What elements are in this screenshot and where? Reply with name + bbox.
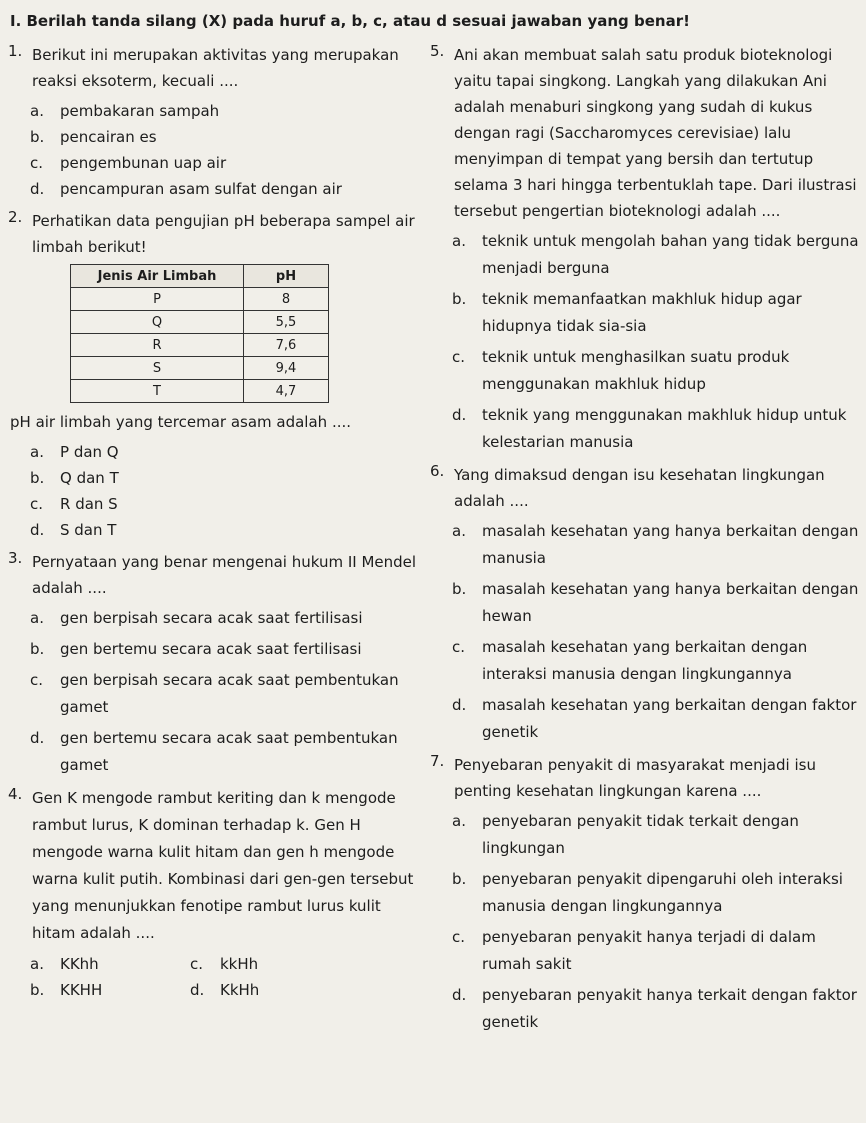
option-b[interactable]: b. masalah kesehatan yang hanya berkaitan dengan hewan	[452, 580, 859, 625]
table-row: P 8	[71, 288, 329, 311]
table-row: T 4,7	[71, 380, 329, 403]
question-number: 2.	[8, 208, 23, 226]
option-a[interactable]: a. P dan Q	[30, 443, 119, 461]
question-4-options	[30, 951, 428, 1003]
table-row: Q 5,5	[71, 311, 329, 334]
option-c[interactable]: c. penyebaran penyakit hanya terjadi di dalam rumah sakit	[452, 928, 816, 973]
question-text: Gen K mengode rambut keriting dan k mengode rambut lurus, K dominan terhadap k. Gen H mengode warna kulit hitam dan gen h mengode warna kulit putih. Kombinasi dari gen-gen tersebut yang menunjukkan fenotipe rambut lurus kulit hitam adalah ....	[32, 789, 414, 942]
question-2-prompt: pH air limbah yang tercemar asam adalah ....	[10, 413, 352, 431]
option-c[interactable]: c. pengembunan uap air	[30, 154, 227, 172]
option-a[interactable]: a. gen berpisah secara acak saat fertilisasi	[30, 609, 363, 627]
question-text: Perhatikan data pengujian pH beberapa sampel air limbah berikut!	[32, 212, 415, 256]
option-a[interactable]: a. masalah kesehatan yang hanya berkaitan dengan manusia	[452, 522, 859, 567]
option-b[interactable]: b. teknik memanfaatkan makhluk hidup agar hidupnya tidak sia-sia	[452, 290, 802, 335]
question-number: 3.	[8, 549, 23, 567]
option-d[interactable]: d. pencampuran asam sulfat dengan air	[30, 180, 342, 198]
question-text: Penyebaran penyakit di masyarakat menjadi isu penting kesehatan lingkungan karena ....	[454, 756, 816, 800]
question-text: Berikut ini merupakan aktivitas yang merupakan reaksi eksoterm, kecuali ....	[32, 46, 399, 90]
question-number: 7.	[430, 752, 445, 770]
question-6-options	[452, 518, 860, 746]
table-header-row	[71, 265, 329, 288]
option-d[interactable]: d. gen bertemu secara acak saat pembentukan gamet	[30, 729, 398, 774]
option-c[interactable]: c. gen berpisah secara acak saat pembentukan gamet	[30, 671, 399, 716]
option-d[interactable]: d. masalah kesehatan yang berkaitan dengan faktor genetik	[452, 696, 857, 741]
table-header: pH	[244, 265, 329, 288]
instruction: I. Berilah tanda silang (X) pada huruf a, b, c, atau d sesuai jawaban yang benar!	[10, 12, 690, 30]
option-a[interactable]: a. teknik untuk mengolah bahan yang tidak berguna menjadi berguna	[452, 232, 859, 277]
question-5-options	[452, 228, 860, 456]
question-1-options	[30, 98, 428, 202]
question-2-options	[30, 439, 428, 543]
option-b[interactable]: b. Q dan T	[30, 469, 119, 487]
ph-table	[70, 264, 329, 403]
question-number: 4.	[8, 785, 23, 803]
table-row: R 7,6	[71, 334, 329, 357]
option-a[interactable]: a. KKhh	[30, 955, 99, 973]
option-d[interactable]: d. teknik yang menggunakan makhluk hidup untuk kelestarian manusia	[452, 406, 847, 451]
question-6	[430, 462, 860, 514]
question-text: Ani akan membuat salah satu produk bioteknologi yaitu tapai singkong. Langkah yang dilakukan Ani adalah menaburi singkong yang sudah di kukus dengan ragi (Saccharomyces cerevisiae) lalu menyimpan di tempat yang bersih dan tertutup selama 3 hari hingga terbentuklah tape. Dari ilustrasi tersebut pengertian bioteknologi adalah ....	[454, 46, 857, 220]
question-3-options	[30, 605, 428, 779]
question-7	[430, 752, 860, 804]
option-d[interactable]: d. KkHh	[190, 981, 260, 999]
option-c[interactable]: c. R dan S	[30, 495, 118, 513]
question-2	[8, 208, 428, 260]
option-a[interactable]: a. pembakaran sampah	[30, 102, 220, 120]
question-number: 1.	[8, 42, 23, 60]
question-5	[430, 42, 860, 224]
table-row: S 9,4	[71, 357, 329, 380]
option-d[interactable]: d. S dan T	[30, 521, 117, 539]
option-c[interactable]: c. teknik untuk menghasilkan suatu produk menggunakan makhluk hidup	[452, 348, 790, 393]
question-7-options	[452, 808, 860, 1036]
option-b[interactable]: b. KKHH	[30, 981, 103, 999]
left-column	[8, 42, 428, 1003]
option-c[interactable]: c. masalah kesehatan yang berkaitan dengan interaksi manusia dengan lingkungannya	[452, 638, 808, 683]
question-text: Pernyataan yang benar mengenai hukum II Mendel adalah ....	[32, 553, 417, 597]
question-number: 5.	[430, 42, 445, 60]
question-4	[8, 785, 428, 947]
question-1	[8, 42, 428, 94]
option-c[interactable]: c. kkHh	[190, 955, 259, 973]
option-d[interactable]: d. penyebaran penyakit hanya terkait dengan faktor genetik	[452, 986, 857, 1031]
question-3	[8, 549, 428, 601]
table-header: Jenis Air Limbah	[71, 265, 244, 288]
question-text: Yang dimaksud dengan isu kesehatan lingkungan adalah ....	[454, 466, 825, 510]
right-column	[430, 42, 860, 1040]
option-b[interactable]: b. penyebaran penyakit dipengaruhi oleh interaksi manusia dengan lingkungannya	[452, 870, 843, 915]
option-b[interactable]: b. gen bertemu secara acak saat fertilisasi	[30, 640, 362, 658]
option-a[interactable]: a. penyebaran penyakit tidak terkait dengan lingkungan	[452, 812, 799, 857]
question-number: 6.	[430, 462, 445, 480]
option-b[interactable]: b. pencairan es	[30, 128, 157, 146]
